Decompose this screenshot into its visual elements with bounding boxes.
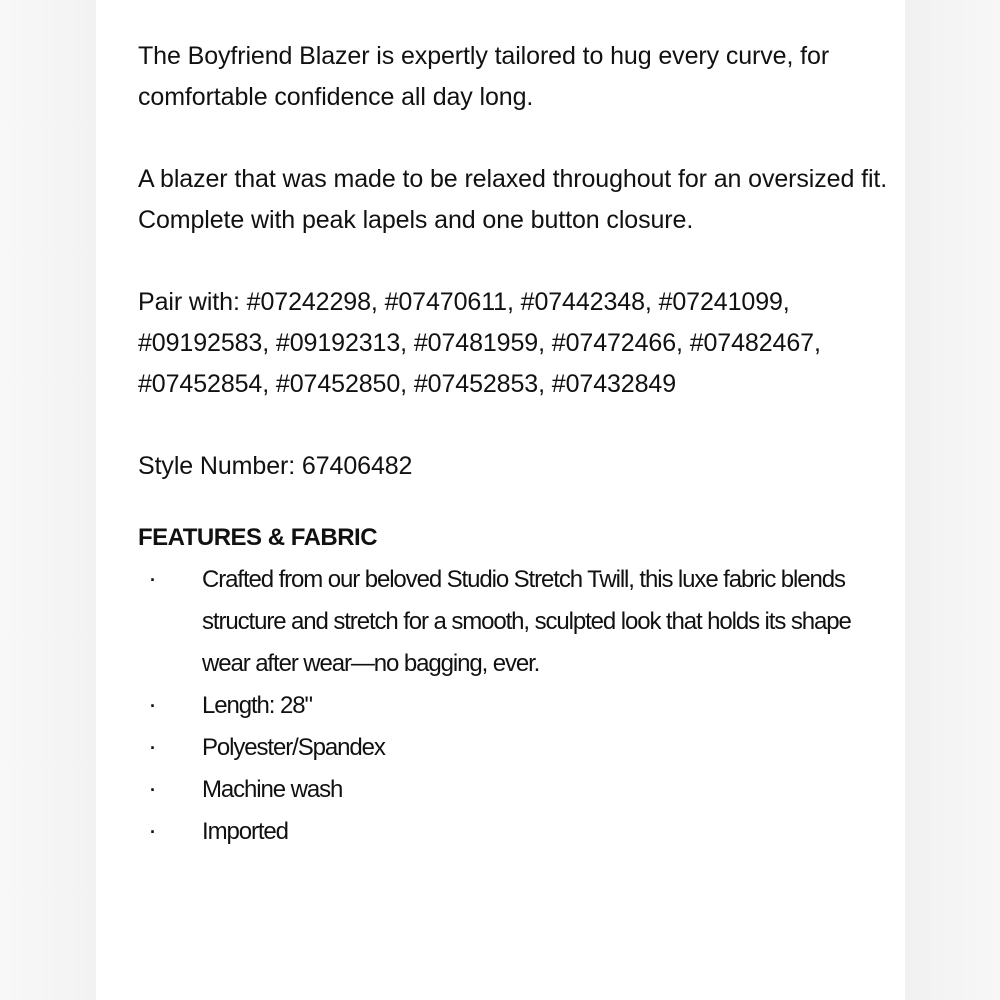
feature-text: Machine wash	[202, 776, 343, 803]
bullet-icon: ·	[150, 822, 156, 842]
product-description-panel	[96, 0, 905, 1000]
style-number: Style Number: 67406482	[138, 452, 413, 480]
feature-text: Crafted from our beloved Studio Stretch Twill, this luxe fabric blends structure and stretch for a smooth, sculpted look that holds its shape wear after wear—no bagging, ever.	[202, 566, 851, 677]
feature-item	[138, 811, 898, 853]
feature-item	[138, 559, 898, 685]
feature-text: Polyester/Spandex	[202, 734, 385, 761]
detail-paragraph: A blazer that was made to be relaxed throughout for an oversized fit. Complete with peak lapels and one button closure.	[138, 165, 888, 234]
features-list	[138, 559, 898, 853]
right-margin	[905, 0, 1000, 1000]
pair-with-paragraph: Pair with: #07242298, #07470611, #07442348, #07241099, #09192583, #09192313, #07481959, #07472466, #07482467, #07452854, #07452850, #07452853, #07432849	[138, 288, 821, 398]
left-margin	[0, 0, 96, 1000]
feature-item	[138, 727, 898, 769]
bullet-icon: ·	[150, 570, 156, 590]
feature-text: Imported	[202, 818, 288, 845]
bullet-icon: ·	[150, 696, 156, 716]
product-description	[138, 36, 898, 853]
feature-item	[138, 769, 898, 811]
bullet-icon: ·	[150, 780, 156, 800]
intro-paragraph: The Boyfriend Blazer is expertly tailored to hug every curve, for comfortable confidence all day long.	[138, 42, 830, 111]
features-heading: FEATURES & FABRIC	[138, 524, 378, 551]
feature-item	[138, 685, 898, 727]
feature-text: Length: 28"	[202, 692, 312, 719]
bullet-icon: ·	[150, 738, 156, 758]
